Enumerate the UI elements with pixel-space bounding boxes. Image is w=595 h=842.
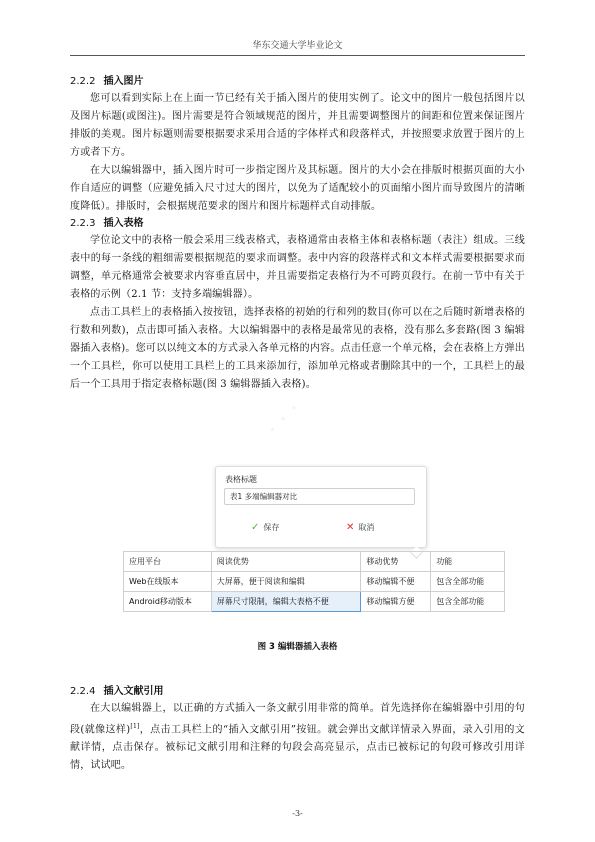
- paragraph: 在大以编辑器中，插入图片时可一步指定图片及其标题。图片的大小会在排版时根据页面的大小作自适应的调整（应避免插入尺寸过大的图片，以免为了适配较小的页面缩小图片而导致图片的清晰度降低）。排版时，会根据规范要求的图片和图片标题样式自动排版。: [70, 165, 525, 212]
- citation-marker[interactable]: [1]: [130, 723, 140, 730]
- paragraph: [70, 700, 525, 775]
- main-content-continued: [70, 684, 525, 775]
- save-button[interactable]: [251, 522, 279, 533]
- table-header-cell[interactable]: 移动优势: [361, 552, 431, 572]
- table-cell[interactable]: 大屏幕，便于阅读和编辑: [211, 572, 361, 592]
- section-number: 2.2.4: [70, 686, 96, 697]
- section-heading-2-2-3: [70, 216, 525, 232]
- section-heading-2-2-2: [70, 74, 525, 90]
- paragraph-text: 在大以编辑器上，以正确的方式插入一条文献引用非常的简单。首先选择你在编辑器中引用的句段(就像这样): [70, 703, 525, 736]
- cancel-button[interactable]: [346, 522, 374, 533]
- table-caption-input[interactable]: 表1 多端编辑器对比: [224, 488, 415, 505]
- selected-table-cell[interactable]: 屏幕尺寸限制，编辑大表格不便: [211, 592, 361, 612]
- page-number: -3-: [292, 809, 303, 818]
- cancel-label: 取消: [358, 523, 375, 532]
- section-number: 2.2.3: [70, 218, 96, 229]
- table-caption-popup: [215, 466, 427, 548]
- table-cell[interactable]: Web在线版本: [124, 572, 212, 592]
- save-label: 保存: [263, 523, 280, 532]
- table-header-cell[interactable]: 应用平台: [124, 552, 212, 572]
- table-cell[interactable]: 移动编辑不便: [361, 572, 431, 592]
- figure-caption: 图 3 编辑器插入表格: [257, 642, 338, 652]
- page-header: 华东交通大学毕业论文: [70, 38, 525, 56]
- table-header-cell[interactable]: 功能: [431, 552, 505, 572]
- close-icon: ✕: [346, 522, 355, 533]
- main-content: [70, 74, 525, 394]
- table-cell[interactable]: Android移动版本: [124, 592, 212, 612]
- table-row: [124, 592, 505, 612]
- section-heading-2-2-4: [70, 684, 525, 700]
- check-icon: ✓: [251, 522, 260, 533]
- paragraph-text: ，点击工具栏上的“插入文献引用”按钮。就会弹出文献详情录入界面，录入引用的文献详情，点击保存。被标记文献引用和注释的句段会高亮显示，点击已被标记的句段可修改引用详情，试试吧。: [70, 724, 526, 772]
- section-title: 插入图片: [103, 76, 144, 87]
- comparison-table: [123, 551, 505, 612]
- table-row: [124, 572, 505, 592]
- figure-editor-insert-table: [123, 460, 505, 620]
- popup-title: 表格标题: [225, 475, 257, 484]
- table-cell[interactable]: 包含全部功能: [431, 592, 505, 612]
- watermark: · · ·: [260, 395, 307, 443]
- paragraph: 学位论文中的表格一般会采用三线表格式，表格通常由表格主体和表格标题（表注）组成。三线表中的每一条线的粗细需要根据规范的要求而调整。表中内容的段落样式和文本样式需要根据要求而调整，单元格通常会被要求内容垂直居中，并且需要指定表格行为不可跨页段行。在前一节中有关于表格的示例（2.1 节：支持多端编辑器）。: [70, 235, 525, 300]
- table-header-cell[interactable]: 阅读优势: [211, 552, 361, 572]
- paragraph: 点击工具栏上的表格插入按按钮，选择表格的初始的行和列的数目(你可以在之后随时新增表格的行数和列数)，点击即可插入表格。大以编辑器中的表格是最常见的表格，没有那么多套路(图 3 编辑器插入表格)。您可以以纯文本的方式录入各单元格的内容。点击任意一个单元格，会在表格上方弹出一个工具栏，你可以使用工具栏上的工具来添加行，添加单元格或者删除其中的一个，工具栏上的最后一个工具用于指定表格标题(图 3 编辑器插入表格)。: [70, 307, 525, 390]
- table-cell[interactable]: 移动编辑方便: [361, 592, 431, 612]
- table-header-row: [124, 552, 505, 572]
- section-number: 2.2.2: [70, 76, 96, 87]
- paragraph: 您可以看到实际上在上面一节已经有关于插入图片的使用实例了。论文中的图片一般包括图片以及图片标题(或图注)。图片需要是符合领域规范的图片，并且需要调整图片的间距和位置来保证图片排版的美观。图片标题则需要根据要求采用合适的字体样式和段落样式，并按照要求放置于图片的上方或者下方。: [70, 93, 525, 158]
- section-title: 插入表格: [103, 218, 144, 229]
- table-cell[interactable]: 包含全部功能: [431, 572, 505, 592]
- section-title: 插入文献引用: [103, 686, 164, 697]
